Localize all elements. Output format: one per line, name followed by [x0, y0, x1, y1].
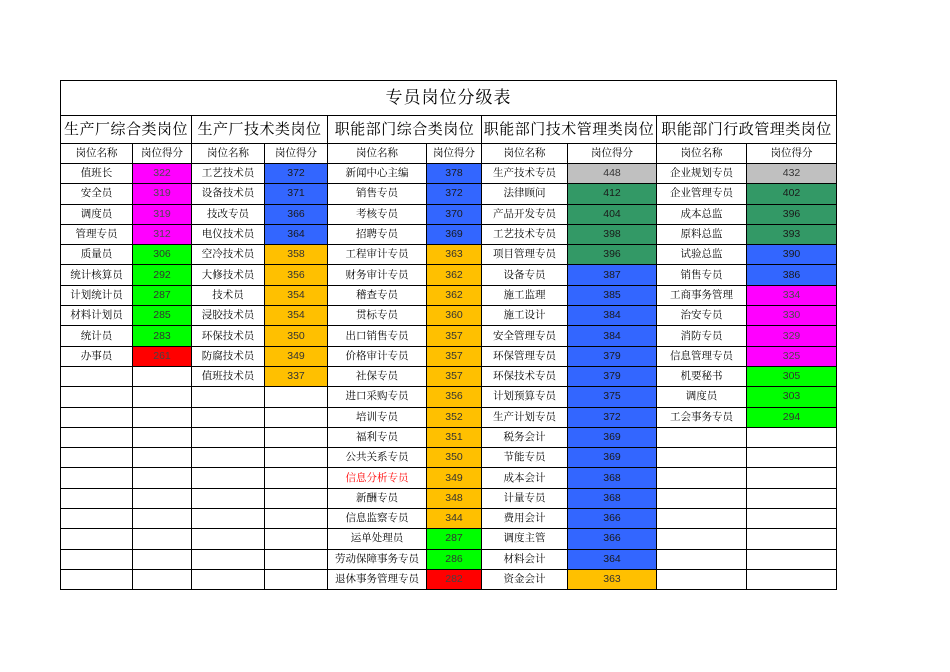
position-name-cell	[657, 509, 747, 529]
position-score-cell: 287	[133, 285, 192, 305]
position-score-cell: 448	[568, 164, 657, 184]
position-name-cell: 安全员	[61, 184, 133, 204]
table-row	[61, 468, 837, 488]
position-score-cell: 350	[427, 448, 482, 468]
position-name-cell: 施工监理	[482, 285, 568, 305]
table-row	[61, 569, 837, 589]
position-score-cell: 396	[747, 204, 837, 224]
table-row	[61, 164, 837, 184]
position-score-cell: 344	[427, 509, 482, 529]
position-name-cell	[657, 529, 747, 549]
position-score-cell: 375	[568, 387, 657, 407]
position-name-cell: 销售专员	[657, 265, 747, 285]
table-row	[61, 306, 837, 326]
table-row	[61, 529, 837, 549]
position-score-cell: 354	[265, 306, 328, 326]
position-name-cell	[192, 468, 265, 488]
position-score-cell: 349	[427, 468, 482, 488]
position-name-cell	[192, 448, 265, 468]
position-score-cell	[747, 569, 837, 589]
column-header-name: 岗位名称	[61, 144, 133, 164]
position-name-cell: 工艺技术专员	[482, 224, 568, 244]
position-score-cell: 351	[427, 427, 482, 447]
position-score-cell	[133, 468, 192, 488]
table-row	[61, 488, 837, 508]
table-row	[61, 427, 837, 447]
position-score-cell	[265, 387, 328, 407]
position-score-cell: 371	[265, 184, 328, 204]
position-name-cell	[61, 387, 133, 407]
position-grading-table	[60, 80, 837, 590]
position-name-cell: 治安专员	[657, 306, 747, 326]
position-name-cell: 安全管理专员	[482, 326, 568, 346]
position-score-cell: 364	[568, 549, 657, 569]
position-name-cell	[61, 427, 133, 447]
position-name-cell	[657, 488, 747, 508]
position-name-cell: 贯标专员	[328, 306, 427, 326]
position-score-cell: 366	[568, 529, 657, 549]
table-row	[61, 366, 837, 386]
position-name-cell	[192, 529, 265, 549]
position-name-cell: 工艺技术员	[192, 164, 265, 184]
position-name-cell: 设备技术员	[192, 184, 265, 204]
column-header-score: 岗位得分	[427, 144, 482, 164]
position-score-cell: 370	[427, 204, 482, 224]
position-name-cell: 统计核算员	[61, 265, 133, 285]
group-header: 职能部门技术管理类岗位	[482, 116, 657, 144]
position-score-cell: 412	[568, 184, 657, 204]
position-name-cell	[192, 407, 265, 427]
position-score-cell	[133, 529, 192, 549]
position-score-cell	[133, 387, 192, 407]
position-name-cell	[657, 427, 747, 447]
column-header-name: 岗位名称	[657, 144, 747, 164]
position-score-cell: 372	[427, 184, 482, 204]
position-name-cell: 成本总监	[657, 204, 747, 224]
position-name-cell	[657, 549, 747, 569]
position-score-cell	[747, 468, 837, 488]
position-score-cell	[265, 468, 328, 488]
position-name-cell: 机要秘书	[657, 366, 747, 386]
position-name-cell: 值班长	[61, 164, 133, 184]
position-name-cell	[657, 468, 747, 488]
position-score-cell: 387	[568, 265, 657, 285]
position-score-cell	[133, 407, 192, 427]
position-name-cell: 新闻中心主编	[328, 164, 427, 184]
position-score-cell: 286	[427, 549, 482, 569]
table-row	[61, 509, 837, 529]
column-header-score: 岗位得分	[133, 144, 192, 164]
position-score-cell: 292	[133, 265, 192, 285]
position-name-cell: 税务会计	[482, 427, 568, 447]
position-name-cell: 项目管理专员	[482, 245, 568, 265]
position-name-cell	[192, 549, 265, 569]
position-name-cell: 原料总监	[657, 224, 747, 244]
position-name-cell: 环保技术专员	[482, 366, 568, 386]
position-name-cell: 防腐技术员	[192, 346, 265, 366]
position-name-cell: 调度主管	[482, 529, 568, 549]
position-score-cell: 352	[427, 407, 482, 427]
position-score-cell: 396	[568, 245, 657, 265]
position-score-cell: 372	[568, 407, 657, 427]
position-score-cell: 357	[427, 346, 482, 366]
position-score-cell	[133, 448, 192, 468]
table-row	[61, 448, 837, 468]
position-name-cell: 出口销售专员	[328, 326, 427, 346]
position-score-cell: 390	[747, 245, 837, 265]
position-name-cell: 信息监察专员	[328, 509, 427, 529]
position-name-cell	[61, 529, 133, 549]
position-score-cell: 384	[568, 326, 657, 346]
position-score-cell	[265, 529, 328, 549]
position-name-cell: 浸胶技术员	[192, 306, 265, 326]
position-name-cell: 调度员	[657, 387, 747, 407]
position-name-cell: 环保管理专员	[482, 346, 568, 366]
position-name-cell: 信息分析专员	[328, 468, 427, 488]
table-title: 专员岗位分级表	[61, 81, 837, 116]
position-name-cell	[61, 366, 133, 386]
position-name-cell: 环保技术员	[192, 326, 265, 346]
position-name-cell: 试验总监	[657, 245, 747, 265]
position-score-cell: 349	[265, 346, 328, 366]
position-score-cell: 261	[133, 346, 192, 366]
column-header-score: 岗位得分	[747, 144, 837, 164]
position-score-cell: 283	[133, 326, 192, 346]
position-name-cell	[61, 407, 133, 427]
position-score-cell	[747, 529, 837, 549]
position-name-cell: 企业管理专员	[657, 184, 747, 204]
position-name-cell: 工程审计专员	[328, 245, 427, 265]
position-name-cell	[192, 569, 265, 589]
position-score-cell	[265, 509, 328, 529]
position-score-cell	[265, 427, 328, 447]
position-score-cell: 402	[747, 184, 837, 204]
position-score-cell: 368	[568, 468, 657, 488]
position-score-cell: 306	[133, 245, 192, 265]
position-score-cell: 334	[747, 285, 837, 305]
position-score-cell: 329	[747, 326, 837, 346]
position-name-cell: 法律顾问	[482, 184, 568, 204]
position-score-cell: 350	[265, 326, 328, 346]
position-name-cell: 稽查专员	[328, 285, 427, 305]
group-header: 生产厂综合类岗位	[61, 116, 192, 144]
position-name-cell: 计划统计员	[61, 285, 133, 305]
position-name-cell: 价格审计专员	[328, 346, 427, 366]
position-score-cell: 305	[747, 366, 837, 386]
position-score-cell	[133, 427, 192, 447]
position-score-cell	[133, 366, 192, 386]
position-score-cell: 356	[265, 265, 328, 285]
position-score-cell: 337	[265, 366, 328, 386]
position-score-cell: 386	[747, 265, 837, 285]
position-score-cell: 348	[427, 488, 482, 508]
position-score-cell: 368	[568, 488, 657, 508]
position-name-cell: 质量员	[61, 245, 133, 265]
position-score-cell: 356	[427, 387, 482, 407]
position-score-cell: 366	[265, 204, 328, 224]
table-row	[61, 346, 837, 366]
position-score-cell: 358	[265, 245, 328, 265]
position-score-cell: 432	[747, 164, 837, 184]
position-score-cell: 294	[747, 407, 837, 427]
position-name-cell: 招聘专员	[328, 224, 427, 244]
table-row	[61, 224, 837, 244]
table-row	[61, 265, 837, 285]
position-name-cell	[61, 468, 133, 488]
position-name-cell: 管理专员	[61, 224, 133, 244]
position-score-cell: 357	[427, 326, 482, 346]
position-score-cell: 360	[427, 306, 482, 326]
position-score-cell: 354	[265, 285, 328, 305]
position-name-cell	[61, 569, 133, 589]
position-name-cell: 工商事务管理	[657, 285, 747, 305]
position-name-cell: 信息管理专员	[657, 346, 747, 366]
position-score-cell	[747, 549, 837, 569]
position-name-cell: 施工设计	[482, 306, 568, 326]
position-score-cell: 404	[568, 204, 657, 224]
position-score-cell: 282	[427, 569, 482, 589]
position-score-cell	[133, 569, 192, 589]
position-score-cell: 384	[568, 306, 657, 326]
position-name-cell: 设备专员	[482, 265, 568, 285]
position-score-cell: 369	[427, 224, 482, 244]
position-score-cell	[747, 509, 837, 529]
position-name-cell	[192, 387, 265, 407]
position-name-cell: 生产计划专员	[482, 407, 568, 427]
position-name-cell	[61, 488, 133, 508]
position-score-cell	[747, 427, 837, 447]
position-score-cell: 369	[568, 427, 657, 447]
position-score-cell: 393	[747, 224, 837, 244]
position-name-cell	[657, 569, 747, 589]
position-score-cell: 319	[133, 204, 192, 224]
position-score-cell: 357	[427, 366, 482, 386]
position-score-cell: 363	[427, 245, 482, 265]
table-row	[61, 184, 837, 204]
position-score-cell: 369	[568, 448, 657, 468]
position-score-cell: 325	[747, 346, 837, 366]
position-name-cell: 电仪技术员	[192, 224, 265, 244]
position-name-cell: 费用会计	[482, 509, 568, 529]
table-row	[61, 387, 837, 407]
position-name-cell: 消防专员	[657, 326, 747, 346]
position-score-cell: 330	[747, 306, 837, 326]
position-score-cell	[265, 549, 328, 569]
position-name-cell	[61, 509, 133, 529]
position-name-cell: 调度员	[61, 204, 133, 224]
position-score-cell: 379	[568, 346, 657, 366]
position-name-cell: 工会事务专员	[657, 407, 747, 427]
position-name-cell: 成本会计	[482, 468, 568, 488]
position-name-cell	[192, 427, 265, 447]
position-name-cell: 福利专员	[328, 427, 427, 447]
position-score-cell: 398	[568, 224, 657, 244]
position-score-cell: 285	[133, 306, 192, 326]
table-row	[61, 204, 837, 224]
table-row	[61, 285, 837, 305]
position-name-cell: 统计员	[61, 326, 133, 346]
position-name-cell: 技改专员	[192, 204, 265, 224]
position-score-cell	[133, 549, 192, 569]
position-score-cell	[265, 407, 328, 427]
position-score-cell: 362	[427, 265, 482, 285]
position-name-cell: 材料计划员	[61, 306, 133, 326]
position-score-cell: 362	[427, 285, 482, 305]
position-name-cell: 财务审计专员	[328, 265, 427, 285]
position-name-cell: 产品开发专员	[482, 204, 568, 224]
column-header-score: 岗位得分	[265, 144, 328, 164]
position-name-cell	[192, 509, 265, 529]
column-header-score: 岗位得分	[568, 144, 657, 164]
position-score-cell	[133, 509, 192, 529]
group-header: 职能部门行政管理类岗位	[657, 116, 837, 144]
position-score-cell: 385	[568, 285, 657, 305]
position-score-cell: 312	[133, 224, 192, 244]
position-score-cell	[747, 488, 837, 508]
position-name-cell: 空冷技术员	[192, 245, 265, 265]
position-name-cell: 运单处理员	[328, 529, 427, 549]
table-row	[61, 549, 837, 569]
position-score-cell: 287	[427, 529, 482, 549]
position-name-cell: 生产技术专员	[482, 164, 568, 184]
position-score-cell: 303	[747, 387, 837, 407]
position-name-cell	[192, 488, 265, 508]
position-score-cell	[747, 448, 837, 468]
position-name-cell	[657, 448, 747, 468]
position-name-cell: 劳动保障事务专员	[328, 549, 427, 569]
column-header-name: 岗位名称	[482, 144, 568, 164]
position-name-cell: 公共关系专员	[328, 448, 427, 468]
position-name-cell: 资金会计	[482, 569, 568, 589]
group-header: 职能部门综合类岗位	[328, 116, 482, 144]
position-name-cell: 值班技术员	[192, 366, 265, 386]
position-score-cell: 378	[427, 164, 482, 184]
position-score-cell: 322	[133, 164, 192, 184]
position-name-cell: 社保专员	[328, 366, 427, 386]
table-row	[61, 326, 837, 346]
position-score-cell	[133, 488, 192, 508]
position-name-cell: 进口采购专员	[328, 387, 427, 407]
position-name-cell: 新酬专员	[328, 488, 427, 508]
position-score-cell: 372	[265, 164, 328, 184]
position-name-cell: 计量专员	[482, 488, 568, 508]
table-row	[61, 245, 837, 265]
position-name-cell: 大修技术员	[192, 265, 265, 285]
position-score-cell: 319	[133, 184, 192, 204]
position-name-cell: 培训专员	[328, 407, 427, 427]
position-name-cell: 退休事务管理专员	[328, 569, 427, 589]
position-score-cell	[265, 448, 328, 468]
position-score-cell: 379	[568, 366, 657, 386]
position-name-cell: 节能专员	[482, 448, 568, 468]
position-name-cell: 办事员	[61, 346, 133, 366]
column-header-name: 岗位名称	[328, 144, 427, 164]
column-header-name: 岗位名称	[192, 144, 265, 164]
position-score-cell	[265, 569, 328, 589]
position-name-cell: 考核专员	[328, 204, 427, 224]
position-score-cell: 363	[568, 569, 657, 589]
position-score-cell: 366	[568, 509, 657, 529]
position-name-cell: 材料会计	[482, 549, 568, 569]
position-name-cell: 企业规划专员	[657, 164, 747, 184]
position-score-cell	[265, 488, 328, 508]
position-name-cell: 计划预算专员	[482, 387, 568, 407]
position-score-cell: 364	[265, 224, 328, 244]
group-header: 生产厂技术类岗位	[192, 116, 328, 144]
position-name-cell	[61, 549, 133, 569]
position-name-cell	[61, 448, 133, 468]
position-name-cell: 销售专员	[328, 184, 427, 204]
table-row	[61, 407, 837, 427]
position-name-cell: 技术员	[192, 285, 265, 305]
